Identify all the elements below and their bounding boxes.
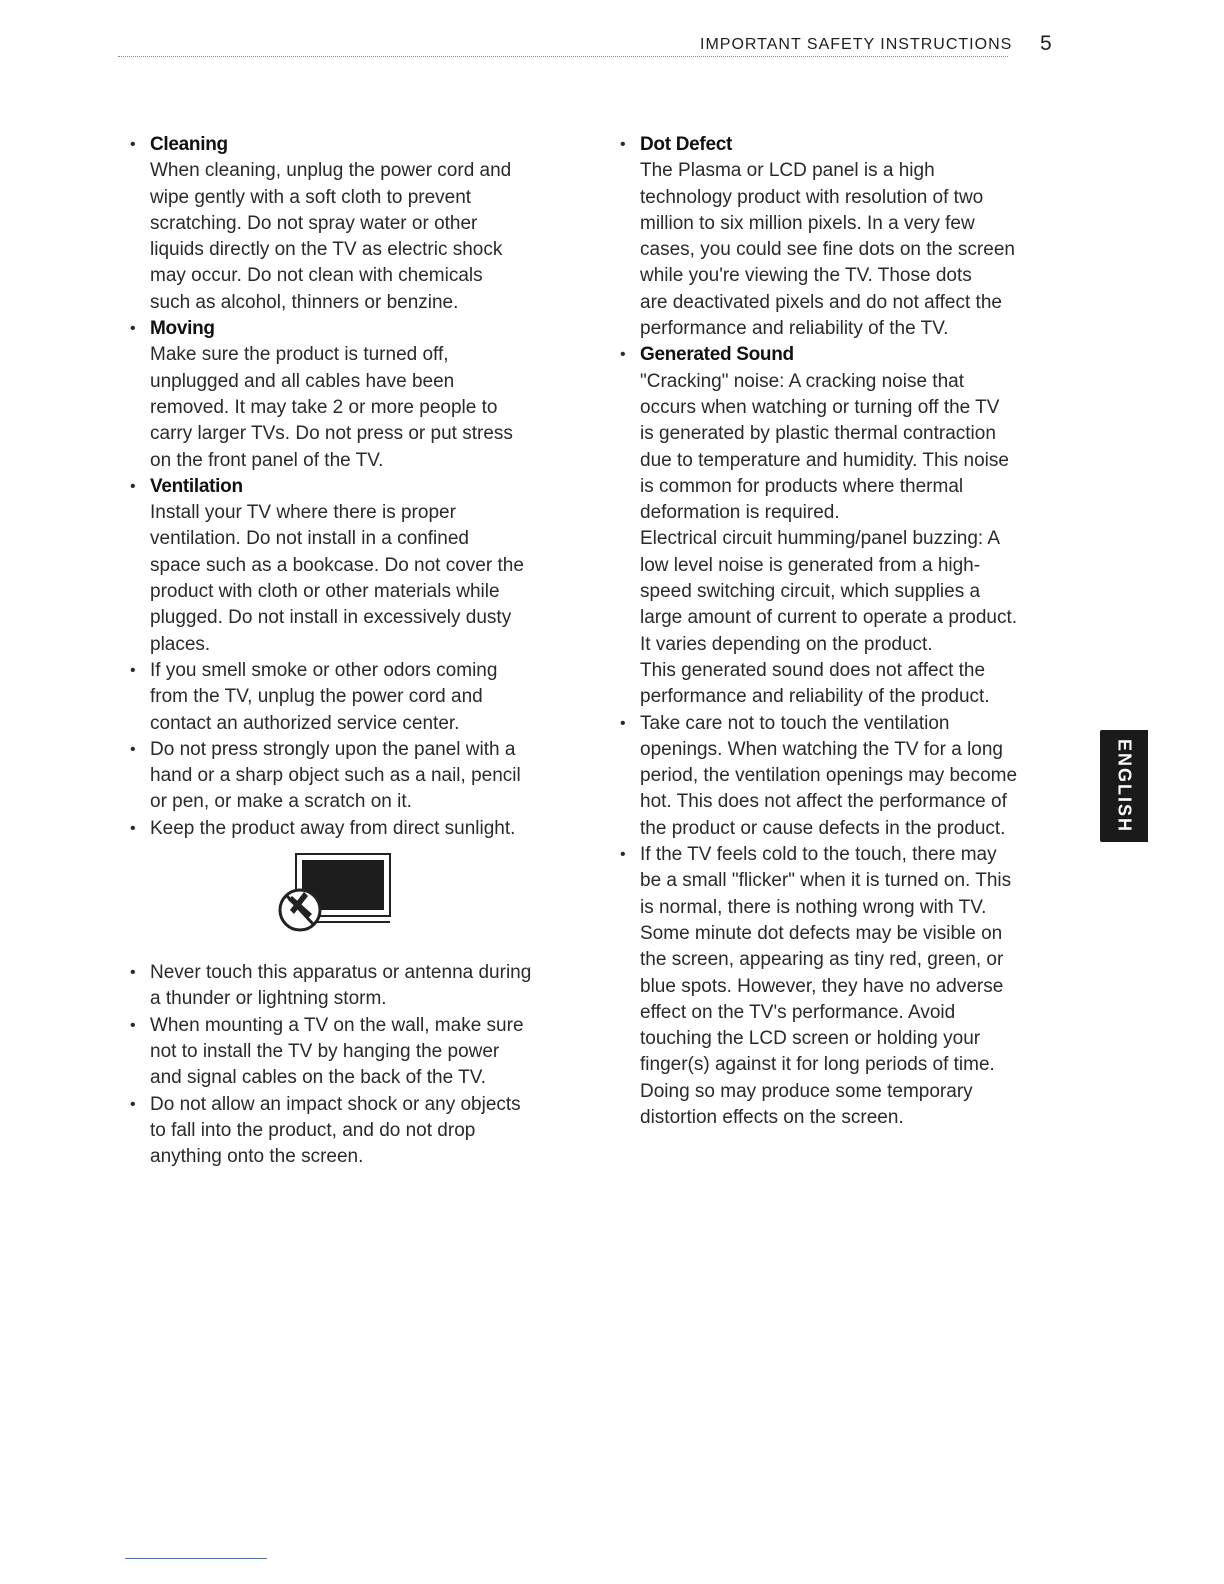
bullet: • [620, 136, 626, 153]
tv-no-tools-icon [278, 852, 408, 942]
section-body: "Cracking" noise: A cracking noise that occurs when watching or turning off the TV is generated by plastic thermal contraction due to temperature and humidity. This noise is common for products where thermal deformation is required. Electrical circuit humming/panel buzzing: A low level noise is generated from a high- speed switching circuit, which supplies a large amount of current to operate a product. It varies depending on the product. This generated sound does not affect the performance and reliability of the product. [640, 370, 1018, 708]
section-heading: Cleaning [150, 134, 228, 155]
bullet: • [130, 1016, 136, 1034]
section-body: Make sure the product is turned off, unplugged and all cables have been removed. It may take 2 or more people to carry larger TVs. Do not press or put stress on the front panel of the TV. [150, 344, 513, 471]
section-heading: Moving [150, 318, 215, 340]
list-item-text: When mounting a TV on the wall, make sure not to install the TV by hanging the power and signal cables on the back of the TV. [150, 1014, 524, 1089]
section-heading: Dot Defect [640, 134, 733, 155]
list-item [128, 1013, 548, 1092]
bullet: • [620, 346, 626, 364]
list-item-text: Do not allow an impact shock or any objects to fall into the product, and do not drop anything onto the screen. [150, 1093, 521, 1168]
bullet: • [130, 136, 136, 153]
list-item-text: Do not press strongly upon the panel with a hand or a sharp object such as a nail, pencil or pen, or make a scratch on it. [150, 738, 521, 813]
section-body: Install your TV where there is proper ventilation. Do not install in a confined space such as a bookcase. Do not cover the product with cloth or other materials while plugged. Do not install in excessively dusty places. [150, 502, 524, 655]
language-tab [1100, 730, 1148, 842]
left-column [128, 132, 548, 1170]
section-body: The Plasma or LCD panel is a high technology product with resolution of two million to six million pixels. In a very few cases, you could see fine dots on the screen while you're viewing the TV. Those dots are deactivated pixels and do not affect the performance and reliability of the TV. [640, 160, 1015, 340]
list-item [618, 711, 1048, 842]
bullet: • [130, 661, 136, 679]
page-number: 5 [1040, 32, 1052, 55]
list-item [128, 1092, 548, 1171]
bullet: • [130, 964, 136, 982]
list-item-text: If you smell smoke or other odors coming from the TV, unplug the power cord and contact an authorized service center. [150, 659, 498, 734]
list-item [618, 842, 1048, 1131]
bullet: • [620, 846, 626, 864]
section-body: When cleaning, unplug the power cord and wipe gently with a soft cloth to prevent scratching. Do not spray water or other liquids directly on the TV as electric shock may occur. Do not clean with chemicals such as alcohol, thinners or benzine. [150, 160, 512, 313]
list-item-dot-defect [618, 132, 1048, 342]
list-item [128, 737, 548, 816]
list-item-moving [128, 316, 548, 474]
bullet: • [620, 714, 626, 732]
footer-line [125, 1558, 267, 1559]
bullet: • [130, 477, 136, 495]
list-item-text: Never touch this apparatus or antenna during a thunder or lightning storm. [150, 962, 532, 1010]
page-header-title: IMPORTANT SAFETY INSTRUCTIONS [700, 36, 1013, 53]
list-item-generated-sound [618, 342, 1048, 710]
section-heading: Ventilation [150, 475, 243, 497]
section-heading: Generated Sound [640, 344, 794, 366]
bullet: • [130, 819, 136, 837]
list-item [128, 658, 548, 737]
list-item [128, 960, 548, 1013]
right-column [618, 132, 1048, 1131]
list-item-cleaning [128, 132, 548, 316]
bullet: • [130, 1095, 136, 1113]
header-rule [118, 56, 1008, 57]
list-item-ventilation [128, 474, 548, 658]
list-item-text: If the TV feels cold to the touch, there may be a small "flicker" when it is turned on. This is normal, there is nothing wrong with TV. Some minute dot defects may be visible on the screen, appearing as tiny red, green, or blue spots. However, they have no adverse effect on the TV's performance. Avoid touching the LCD screen or holding your finger(s) against it for long periods of time. Doing so may produce some temporary distortion effects on the screen. [640, 844, 1012, 1128]
bullet: • [130, 320, 136, 338]
list-item-text: Keep the product away from direct sunlight. [150, 817, 516, 839]
list-item [128, 816, 548, 842]
list-item-text: Take care not to touch the ventilation openings. When watching the TV for a long period, the ventilation openings may become hot. This does not affect the performance of the product or cause defects in the product. [640, 712, 1018, 839]
language-tab-label: ENGLISH [1114, 738, 1135, 834]
bullet: • [130, 740, 136, 758]
